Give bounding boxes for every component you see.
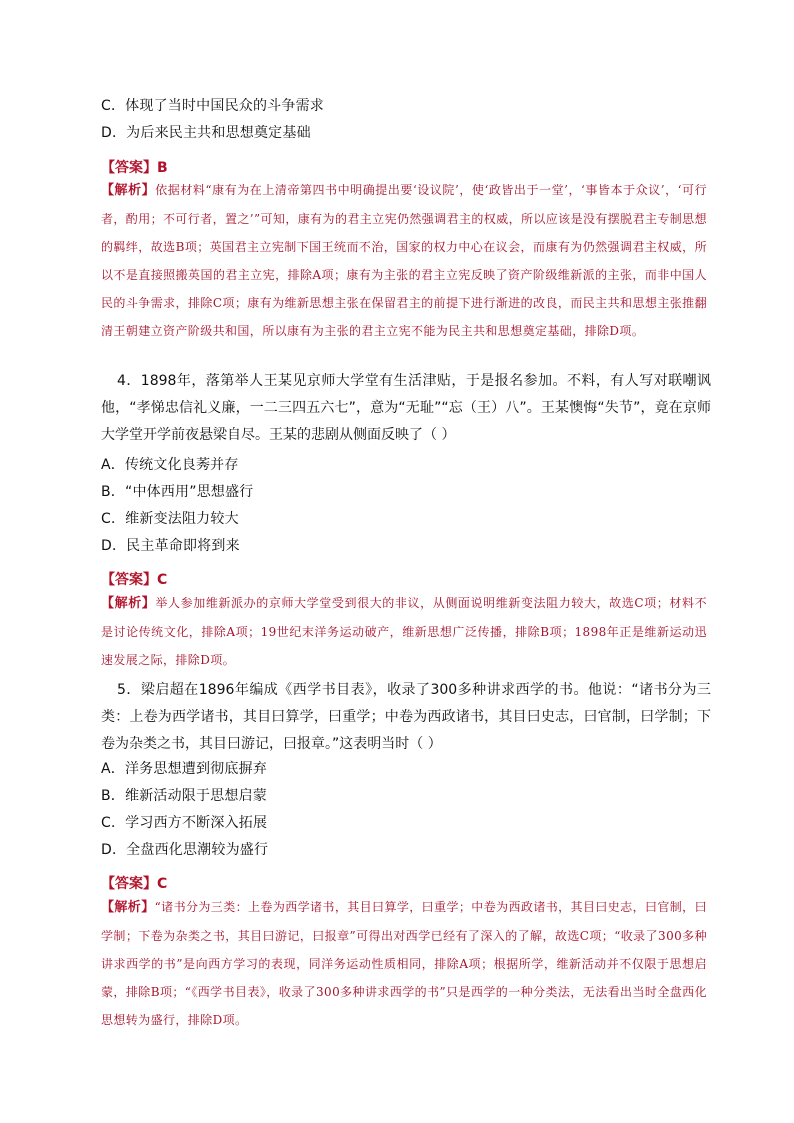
explanation-tag: 【解析】: [101, 900, 155, 915]
q5-option-c: C．学习西方不断深入拓展: [101, 815, 268, 831]
q4-answer: [101, 569, 167, 589]
answer-tag: 【答案】: [101, 160, 157, 176]
q4-explanation: [101, 589, 707, 674]
q5-stem-text: 5．梁启超在1896年编成《西学书目表》，收录了300多种讲求西学的书。他说：“诸书分为三类：上卷为西学诸书，其目曰算学，曰重学；中卷为西政诸书，其目曰史志，曰官制，曰学制；下卷为杂类之书，其目曰游记，曰报章。”这表明当时（ ）: [101, 682, 711, 752]
explanation-text: 举人参加维新派办的京师大学堂受到很大的非议，从侧面说明维新变法阻力较大，故选C项；材料不是讨论传统文化，排除A项；19世纪末洋务运动破产，维新思想广泛传播，排除B项；1898年正是维新运动迅速发展之际，排除D项。: [101, 596, 707, 667]
q4-option-b: B．“中体西用”思想盛行: [101, 484, 254, 500]
explanation-text: “诸书分为三类：上卷为西学诸书，其目曰算学，曰重学；中卷为西政诸书，其目曰史志，曰官制，曰学制；下卷为杂类之书，其目曰游记，曰报章”可得出对西学已经有了深入的了解，故选C项；“收录了300多种讲求西学的书”是向西方学习的表现，同洋务运动性质相同，排除A项；根据所学，维新活动并不仅限于思想启蒙，排除B项；“《西学书目表》，收录了300多种讲求西学的书”只是西学的一种分类法，无法看出当时全盘西化思想转为盛行，排除D项。: [101, 900, 707, 1027]
q5-option-a: A．洋务思想遭到彻底摒弃: [101, 761, 267, 777]
answer-tag: 【答案】: [101, 876, 157, 892]
q3-option-c: C．体现了当时中国民众的斗争需求: [101, 98, 324, 114]
q5-option-d: D．全盘西化思潮较为盛行: [101, 842, 269, 858]
q3-answer: [101, 157, 168, 177]
q4-option-d: D．民主革命即将到来: [101, 538, 240, 554]
q5-explanation: [101, 893, 707, 1034]
explanation-tag: 【解析】: [101, 183, 156, 198]
answer-letter: C: [157, 876, 168, 892]
q3-explanation: [101, 176, 707, 345]
q5-stem: [101, 677, 711, 758]
q4-stem: [101, 368, 711, 449]
q4-option-a: A．传统文化良莠并存: [101, 457, 239, 473]
q3-option-d: D．为后来民主共和思想奠定基础: [101, 125, 311, 141]
explanation-text: 依据材料“康有为在上清帝第四书中明确提出要‘设议院’，使‘政皆出于一堂’，‘事皆本于众议’，‘可行者，酌用；不可行者，置之’”可知，康有为的君主立宪仍然强调君主的权威，所以应该是没有摆脱君主专制思想的羁绊，故选B项；英国君主立宪制下国王统而不治，国家的权力中心在议会，而康有为仍然强调君主权威，所以不是直接照搬英国的君主立宪，排除A项；康有为主张的君主立宪反映了资产阶级维新派的主张，而非中国人民的斗争需求，排除C项；康有为维新思想主张在保留君主的前提下进行渐进的改良，而民主共和思想主张推翻清王朝建立资产阶级共和国，所以康有为主张的君主立宪不能为民主共和思想奠定基础，排除D项。: [101, 183, 707, 338]
q4-option-c: C．维新变法阻力较大: [101, 511, 239, 527]
answer-tag: 【答案】: [101, 572, 157, 588]
q5-option-b: B．维新活动限于思想启蒙: [101, 788, 268, 804]
answer-letter: B: [157, 160, 168, 176]
q4-stem-text: 4．1898年，落第举人王某见京师大学堂有生活津贴，于是报名参加。不料，有人写对联嘲讽他，“孝悌忠信礼义廉，一二三四五六七”，意为“无耻”“忘（王）八”。王某懊悔“失节”，竟在京师大学堂开学前夜悬梁自尽。王某的悲剧从侧面反映了（ ）: [101, 373, 711, 443]
q5-answer: [101, 873, 167, 893]
explanation-tag: 【解析】: [101, 596, 156, 611]
answer-letter: C: [157, 572, 168, 588]
